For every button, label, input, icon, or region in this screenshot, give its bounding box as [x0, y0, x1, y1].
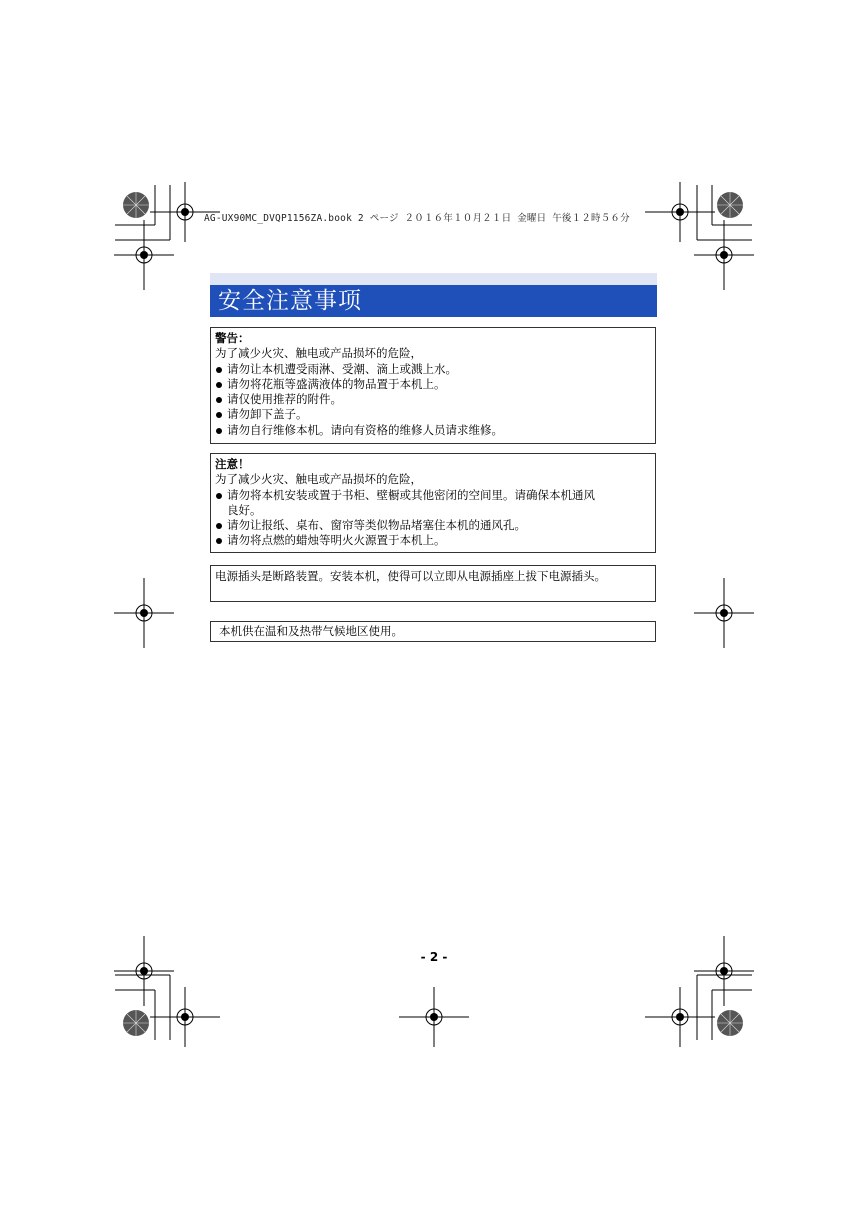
title-bar	[210, 285, 657, 317]
plug-notice-box	[210, 565, 656, 602]
warning-item: 请勿卸下盖子。	[215, 407, 651, 422]
warning-item: 请勿让本机遭受雨淋、受潮、滴上或溅上水。	[215, 362, 651, 377]
warning-intro: 为了减少火灾、触电或产品损坏的危险，	[215, 346, 422, 361]
plug-notice: 电源插头是断路装置。安装本机，使得可以立即从电源插座上拔下电源插头。	[215, 569, 606, 583]
caution-item: 请勿将点燃的蜡烛等明火火源置于本机上。	[215, 533, 651, 548]
climate-notice: 本机供在温和及热带气候地区使用。	[219, 624, 403, 638]
warning-item: 请勿将花瓶等盛满液体的物品置于本机上。	[215, 377, 651, 392]
warning-box	[210, 327, 656, 444]
caution-box	[210, 453, 656, 553]
caution-item: 请勿将本机安装或置于书柜、壁橱或其他密闭的空间里。请确保本机通风 良好。	[215, 488, 651, 519]
climate-notice-box	[210, 621, 656, 642]
bullet-icon	[216, 412, 222, 418]
title-strip	[210, 273, 657, 285]
print-header: AG-UX90MC_DVQP1156ZA.book 2 ページ ２０１６年１０月２１日 金曜日 午後１２時５６分	[204, 213, 630, 224]
warning-item: 请仅使用推荐的附件。	[215, 392, 651, 407]
bullet-icon	[216, 382, 222, 388]
bullet-icon	[216, 428, 222, 434]
caution-item: 请勿让报纸、桌布、窗帘等类似物品堵塞住本机的通风孔。	[215, 518, 651, 533]
warning-heading: 警告：	[215, 331, 250, 345]
bullet-icon	[216, 493, 222, 499]
warning-item: 请勿自行维修本机。请向有资格的维修人员请求维修。	[215, 423, 651, 438]
bullet-icon	[216, 367, 222, 373]
bullet-icon	[216, 397, 222, 403]
page-number: - 2 -	[420, 950, 448, 964]
caution-intro: 为了减少火灾、触电或产品损坏的危险，	[215, 472, 422, 487]
bullet-icon	[216, 523, 222, 529]
caution-heading: 注意！	[215, 457, 250, 471]
page-title: 安全注意事项	[218, 288, 362, 314]
bullet-icon	[216, 538, 222, 544]
